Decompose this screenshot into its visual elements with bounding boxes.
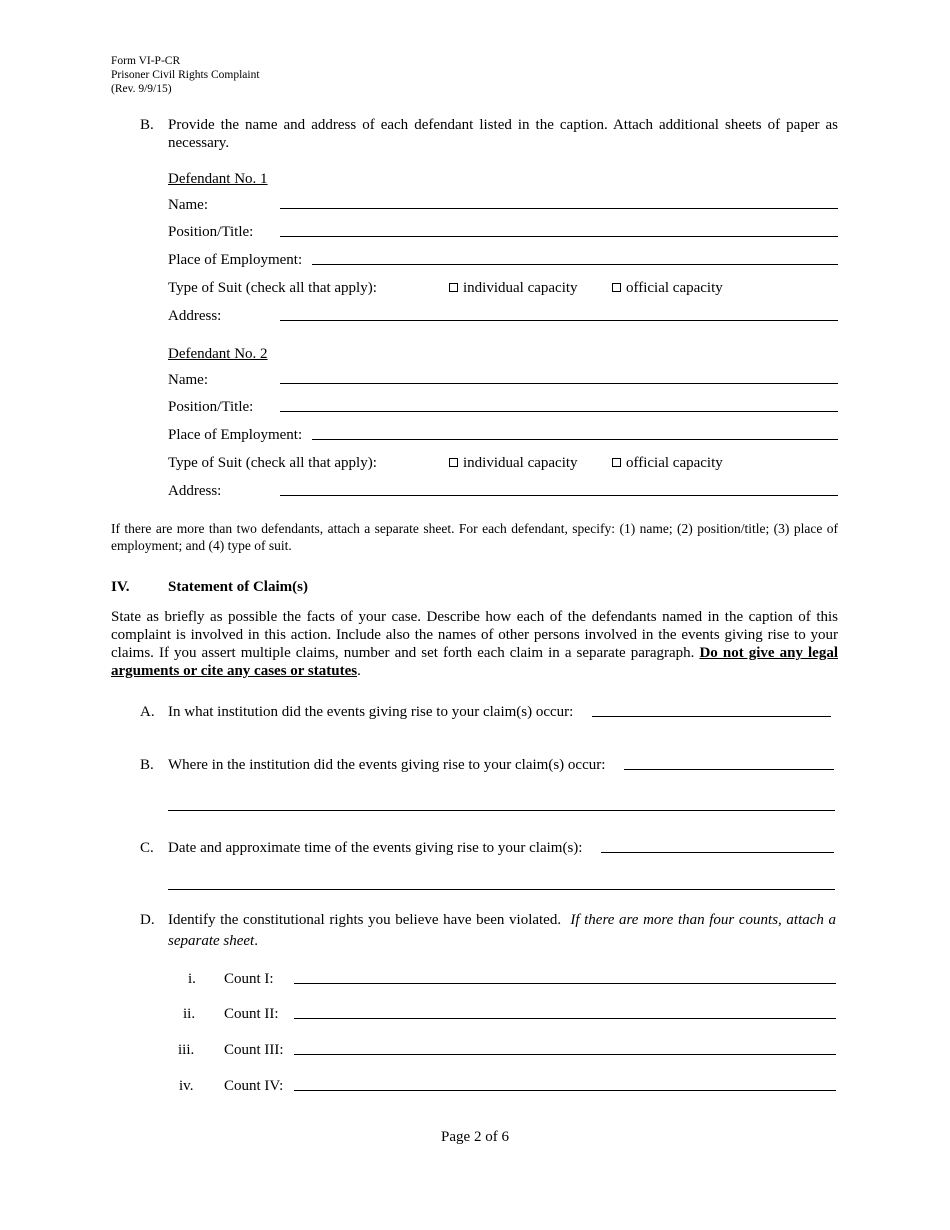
defendant-2-position-field[interactable]	[280, 411, 838, 412]
count-1-numeral: i.	[188, 971, 196, 987]
section-iv-intro-end: .	[357, 663, 361, 679]
defendant-2-address-label: Address:	[168, 483, 222, 499]
count-3-label: Count III:	[224, 1042, 284, 1058]
question-d-marker: D.	[140, 912, 155, 928]
question-d-text-block	[168, 910, 836, 952]
defendant-2-official-option[interactable]	[612, 454, 723, 472]
defendant-1-individual-label: individual capacity	[463, 280, 578, 296]
defendant-2-address-field[interactable]	[280, 495, 838, 496]
defendant-2-official-label: official capacity	[626, 455, 723, 471]
defendant-1-address-label: Address:	[168, 308, 222, 324]
defendant-1-individual-checkbox[interactable]	[449, 283, 458, 292]
section-b-marker: B.	[140, 117, 154, 133]
count-2-label: Count II:	[224, 1006, 279, 1022]
question-b-answer-field[interactable]	[624, 769, 834, 770]
count-4-numeral: iv.	[179, 1078, 194, 1094]
question-b-answer-field-continued[interactable]	[168, 810, 835, 811]
question-d-note-end: .	[254, 933, 258, 949]
defendant-1-name-field[interactable]	[280, 208, 838, 209]
defendant-1-individual-option[interactable]	[449, 279, 578, 297]
form-header	[111, 54, 260, 96]
defendant-1-official-label: official capacity	[626, 280, 723, 296]
question-b-text: Where in the institution did the events giving rise to your claim(s) occur:	[168, 757, 606, 773]
count-2-field[interactable]	[294, 1018, 836, 1019]
section-iv-number: IV.	[111, 579, 130, 595]
defendant-2-employment-label: Place of Employment:	[168, 427, 303, 443]
question-a-marker: A.	[140, 704, 155, 720]
question-c-answer-field-continued[interactable]	[168, 889, 835, 890]
question-c-answer-field[interactable]	[601, 852, 834, 853]
question-b-marker: B.	[140, 757, 154, 773]
form-title: Prisoner Civil Rights Complaint	[111, 69, 260, 81]
count-4-field[interactable]	[294, 1090, 836, 1091]
count-1-field[interactable]	[294, 983, 836, 984]
question-d-text: Identify the constitutional rights you believe have been violated.	[168, 912, 562, 928]
defendant-1-official-option[interactable]	[612, 279, 723, 297]
defendant-2-individual-checkbox[interactable]	[449, 458, 458, 467]
section-iv-intro	[111, 608, 838, 680]
count-3-field[interactable]	[294, 1054, 836, 1055]
question-c-marker: C.	[140, 840, 154, 856]
defendant-2-suit-type-label: Type of Suit (check all that apply):	[168, 455, 377, 471]
form-revision: (Rev. 9/9/15)	[111, 83, 172, 95]
defendant-1-official-checkbox[interactable]	[612, 283, 621, 292]
defendant-2-name-field[interactable]	[280, 383, 838, 384]
defendant-1-position-label: Position/Title:	[168, 224, 254, 240]
section-b-instruction: Provide the name and address of each defendant listed in the caption. Attach additional sheets of paper as necessary.	[168, 117, 838, 151]
defendant-2-heading: Defendant No. 2	[168, 346, 268, 362]
defendant-1-heading: Defendant No. 1	[168, 171, 268, 187]
defendant-2-official-checkbox[interactable]	[612, 458, 621, 467]
defendant-1-address-field[interactable]	[280, 320, 838, 321]
defendant-2-position-label: Position/Title:	[168, 399, 254, 415]
defendant-1-position-field[interactable]	[280, 236, 838, 237]
defendant-2-employment-field[interactable]	[312, 439, 838, 440]
count-4-label: Count IV:	[224, 1078, 284, 1094]
section-iv-intro-emphasis: Do not give any legal arguments or cite any cases or statutes	[111, 645, 838, 679]
defendant-2-individual-label: individual capacity	[463, 455, 578, 471]
count-1-label: Count I:	[224, 971, 274, 987]
defendant-2-individual-option[interactable]	[449, 454, 578, 472]
page-number: Page 2 of 6	[441, 1129, 509, 1145]
question-a-text: In what institution did the events giving rise to your claim(s) occur:	[168, 704, 574, 720]
defendant-1-employment-label: Place of Employment:	[168, 252, 303, 268]
question-a-answer-field[interactable]	[592, 716, 831, 717]
defendant-1-suit-type-label: Type of Suit (check all that apply):	[168, 280, 377, 296]
count-3-numeral: iii.	[178, 1042, 195, 1058]
question-c-text: Date and approximate time of the events giving rise to your claim(s):	[168, 840, 583, 856]
defendant-1-name-label: Name:	[168, 197, 208, 213]
section-iv-title: Statement of Claim(s)	[168, 579, 308, 595]
section-iv-intro-text: State as briefly as possible the facts of your case. Describe how each of the defendants named in the caption of this complaint is involved in this action. Include also the names of other persons involved in the events giving rise to your claims. If you assert multiple claims, number and set forth each claim in a separate paragraph.	[111, 609, 838, 661]
more-defendants-note: If there are more than two defendants, attach a separate sheet. For each defendant, specify: (1) name; (2) position/title; (3) place of employment; and (4) type of suit.	[111, 521, 838, 553]
question-d-note: If there are more than four counts, attach a separate sheet	[168, 912, 837, 949]
defendant-2-name-label: Name:	[168, 372, 208, 388]
form-id: Form VI-P-CR	[111, 55, 181, 67]
defendant-1-employment-field[interactable]	[312, 264, 838, 265]
count-2-numeral: ii.	[183, 1006, 196, 1022]
